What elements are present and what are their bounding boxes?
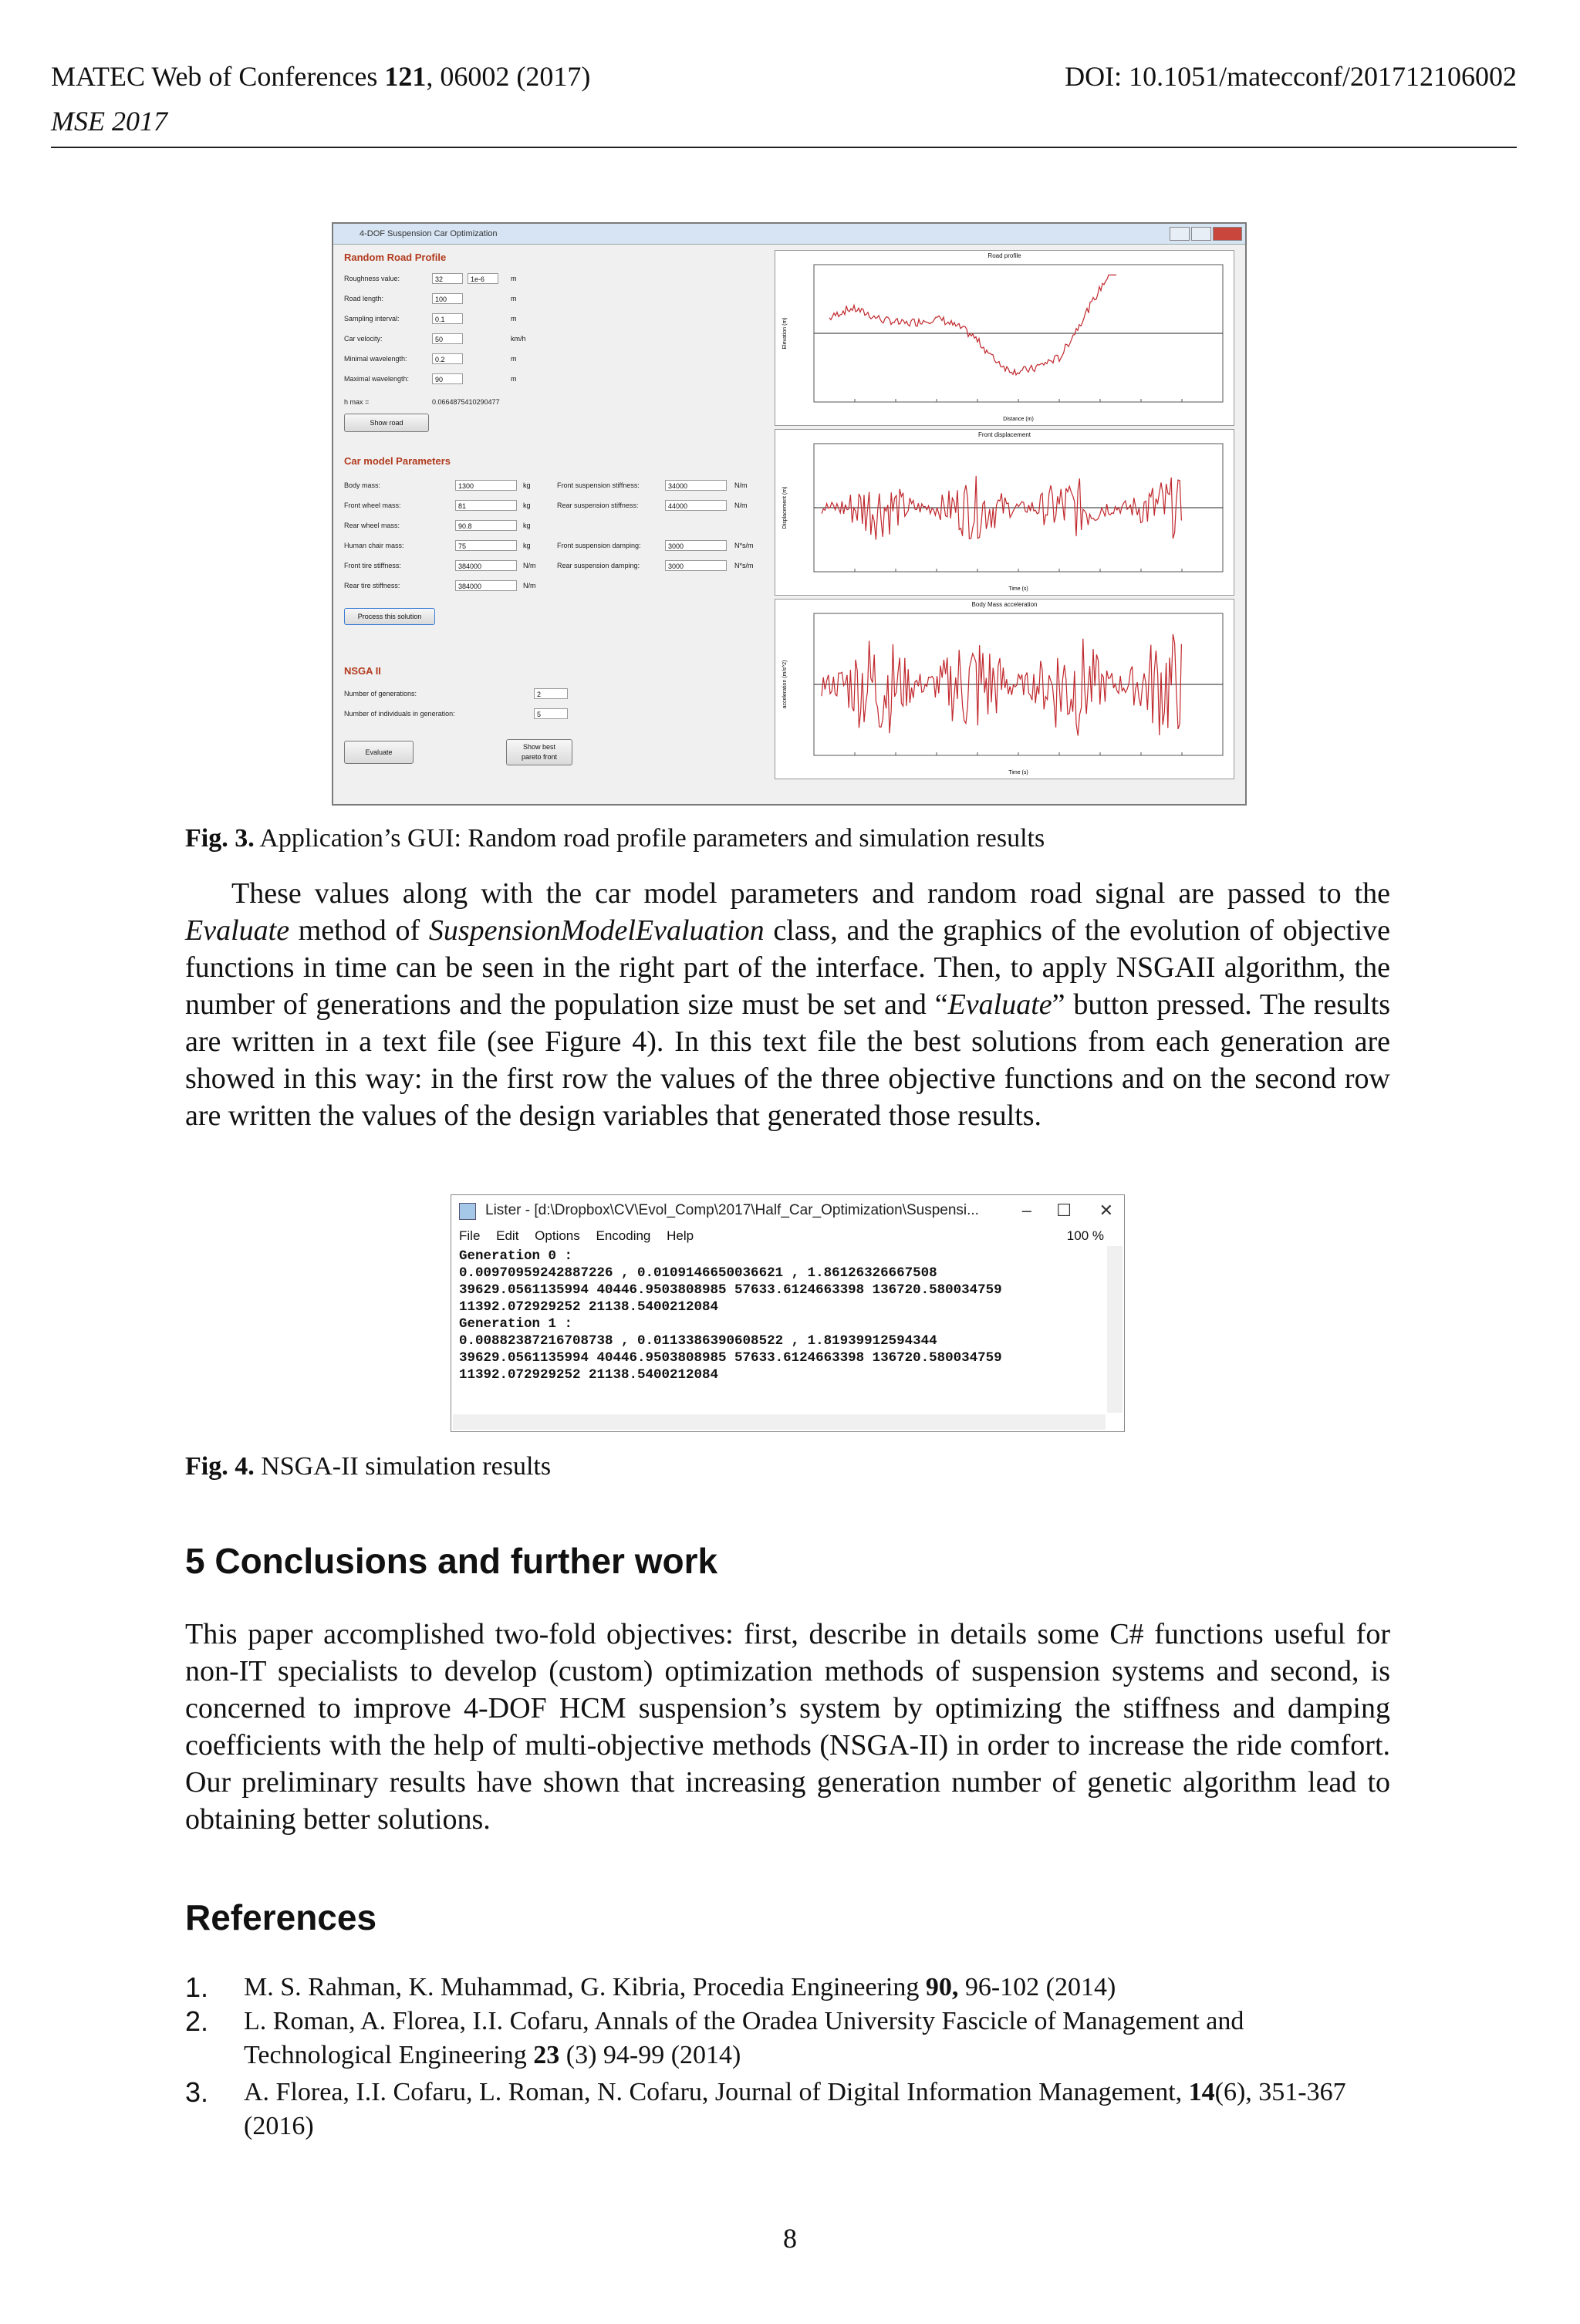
page-number: 8 [783,2223,797,2254]
figure-3-gui-screenshot [332,222,1247,806]
field-input: 50 [432,333,463,344]
field-label: Body mass: [344,481,381,489]
field-unit: m [511,375,517,383]
menu-encoding: Encoding [596,1228,651,1243]
body-paragraph: These values along with the car model parameters and random road signal are passed to the Evaluate method of SuspensionModelEvaluation class, and the graphics of the evolution of objective functions in time can be seen in the right part of the interface. Then, to apply NSGAII algorithm, the number of generations and the population size must be set and “Evaluate” button pressed. The results are written in a text file (see Figure 4). In this text file the best solutions from each generation are showed in this way: in the first row the values of the three objective functions and on the second row are written the values of the design variables that generated those results. [185,877,1390,1132]
y-axis-label: Displacement (m) [782,486,788,529]
field-unit: m [511,315,517,323]
text-line: 11392.072929252 21138.5400212084 [459,1299,719,1315]
menu-help: Help [667,1228,694,1243]
maximize-icon [1191,227,1211,241]
field-unit: m [511,275,517,282]
figure-4-lister-window [451,1194,1125,1432]
field-label: Front suspension stiffness: [557,481,640,489]
x-axis-label: Time (s) [1008,586,1028,592]
field-label: Number of individuals in generation: [344,710,455,718]
close-icon [1213,227,1242,241]
field-unit: kg [523,522,531,529]
conclusions-paragraph: This paper accomplished two-fold objectives: first, describe in details some C# functions useful for non-IT specialists to develop (custom) optimization methods of suspension systems and second, is concerned to improve 4-DOF HCM suspension’s system by optimizing the stiffness and damping coefficients with the help of multi-objective methods (NSGA-II) in order to increase the ride comfort. Our preliminary results have shown that increasing generation number of genetic algorithm lead to obtaining better solutions. [185,1618,1390,1836]
running-header-conference: MSE 2017 [51,106,167,137]
text-line: 39629.0561135994 40446.9503808985 57633.6124663398 136720.580034759 [459,1282,1002,1298]
reference-number: 2. [185,2005,209,2037]
body-acceleration-plot [775,599,1234,779]
field-input: 90.8 [455,520,517,531]
reference-text: M. S. Rahman, K. Muhammad, G. Kibria, Procedia Engineering 90, 96-102 (2014) [244,1973,1116,2001]
field-unit: m [511,355,517,363]
process-solution-button: Process this solution [344,608,435,625]
lister-menu-bar [451,1226,1124,1246]
field-unit: kg [523,481,531,489]
body-acceleration-chart [775,600,1234,779]
running-header-doi: DOI: 10.1051/matecconf/201712106002 [1065,61,1517,92]
vertical-scrollbar [1107,1246,1123,1413]
field-input: 90 [432,373,463,384]
field-input: 75 [455,540,517,551]
gui-window-title: 4-DOF Suspension Car Optimization [360,229,498,238]
hmax-value: 0.0664875410290477 [432,398,500,406]
field-label: Front tire stiffness: [344,562,401,569]
show-road-button: Show road [344,414,429,432]
field-unit: N/m [523,562,536,569]
running-header-journal: MATEC Web of Conferences 121, 06002 (2017) [51,61,591,92]
field-unit: kg [523,542,531,549]
field-unit: N/m [523,582,536,589]
minimize-icon [1170,227,1190,241]
field-unit: m [511,295,517,302]
field-label: Maximal wavelength: [344,375,410,383]
plot-title: Body Mass acceleration [971,601,1038,608]
evaluate-button: Evaluate [344,741,414,764]
road-profile-chart [775,251,1234,425]
header-rule [51,147,1517,148]
menu-file: File [459,1228,481,1243]
text-line: 39629.0561135994 40446.9503808985 57633.6124663398 136720.580034759 [459,1350,1002,1366]
field-unit: N/m [734,502,748,509]
show-pareto-front-button [506,739,572,765]
minimize-icon: – [1021,1201,1031,1220]
field-input: 34000 [665,480,727,491]
field-input: 100 [432,293,463,304]
field-label: Road length: [344,295,384,302]
lister-text-content [459,1248,1102,1383]
conclusions-heading: 5 Conclusions and further work [185,1541,718,1581]
x-axis-label: Time (s) [1008,770,1028,775]
plot-title: Front displacement [977,431,1031,438]
text-line: Generation 0 : [459,1248,573,1264]
field-label: Rear suspension stiffness: [557,502,639,509]
reference-number: 1. [185,1971,209,2003]
field-unit: N/m [734,481,748,489]
text-line: Generation 1 : [459,1316,573,1332]
field-label: Rear tire stiffness: [344,582,400,589]
pareto-btn-line-2: pareto front [521,753,558,761]
front-displacement-chart [775,430,1234,595]
field-label: Human chair mass: [344,542,404,549]
menu-edit: Edit [496,1228,519,1243]
field-input: 2 [534,688,568,699]
field-input: 0.1 [432,313,463,324]
lister-title-bar [451,1195,1124,1226]
horizontal-scrollbar [453,1414,1106,1430]
field-label: Minimal wavelength: [344,355,407,363]
field-label: Number of generations: [344,690,417,698]
field-unit: km/h [511,335,526,343]
figure-3-caption: Fig. 3. Application’s GUI: Random road profile parameters and simulation results [185,824,1045,853]
road-section-title: Random Road Profile [344,252,447,263]
pareto-btn-line-1: Show best [522,743,556,751]
zoom-level: 100 % [1066,1228,1104,1243]
figure-4-caption: Fig. 4. NSGA-II simulation results [185,1452,552,1481]
text-line: 0.00970959242887226 , 0.0109146650036621 , 1.86126326667508 [459,1265,937,1281]
reference-text: A. Florea, I.I. Cofaru, L. Roman, N. Cofaru, Journal of Digital Information Management, 14(6), 351-367 (2016) [244,2078,1346,2140]
field-input: 3000 [665,540,727,551]
car-section-title: Car model Parameters [344,455,451,467]
y-axis-label: acceleration (m/s^2) [782,660,788,709]
field-input: 3000 [665,560,727,571]
x-axis-label: Distance (m) [1003,417,1034,422]
field-label: Rear suspension damping: [557,562,640,569]
reference-item [185,2005,1390,2072]
field-input: 384000 [455,560,517,571]
field-unit: N*s/m [734,562,754,569]
road-profile-plot [775,250,1234,426]
y-axis-label: Elevation (m) [782,317,788,350]
field-label: Roughness value: [344,275,400,282]
lister-app-icon [459,1203,476,1220]
nsga-section-title: NSGA II [344,665,381,677]
field-input: 0.2 [432,353,463,364]
hmax-label: h max = [344,398,370,406]
field-input: 5 [534,708,568,719]
maximize-icon: ☐ [1056,1201,1072,1220]
reference-text: L. Roman, A. Florea, I.I. Cofaru, Annals of the Oradea University Fascicle of Management and Technological Engineering 23 (3) 94-99 (2014) [244,2007,1244,2069]
field-input: 1e-6 [468,273,498,284]
field-input: 44000 [665,500,727,511]
menu-options: Options [535,1228,580,1243]
field-label: Sampling interval: [344,315,400,323]
plot-title: Road profile [988,252,1021,259]
field-input: 32 [432,273,463,284]
field-input: 1300 [455,480,517,491]
reference-item [185,2076,1390,2143]
front-displacement-plot [775,429,1234,596]
field-label: Front suspension damping: [557,542,641,549]
reference-number: 3. [185,2076,209,2108]
field-unit: N*s/m [734,542,754,549]
close-icon: ✕ [1099,1201,1113,1220]
reference-item [185,1971,1390,2005]
field-input: 81 [455,500,517,511]
references-heading: References [185,1897,377,1937]
lister-window-title: Lister - [d:\Dropbox\CV\Evol_Comp\2017\Half_Car_Optimization\Suspensi... [485,1202,979,1218]
field-input: 384000 [455,580,517,591]
field-label: Car velocity: [344,335,383,343]
field-label: Rear wheel mass: [344,522,400,529]
gui-title-bar [333,224,1245,245]
field-label: Front wheel mass: [344,502,401,509]
text-line: 0.00882387216708738 , 0.0113386390608522 , 1.81939912594344 [459,1333,937,1349]
field-unit: kg [523,502,531,509]
text-line: 11392.072929252 21138.5400212084 [459,1367,719,1383]
